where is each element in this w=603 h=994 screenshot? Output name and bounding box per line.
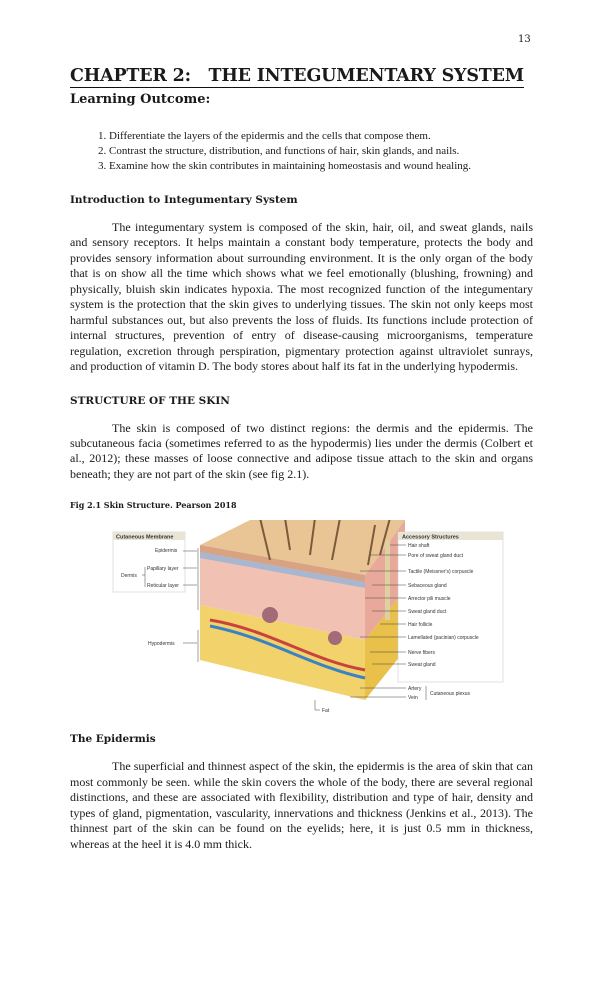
right-box-title: Accessory Structures <box>402 534 459 541</box>
learning-outcome-list <box>92 129 533 174</box>
epidermis-heading: The Epidermis <box>70 733 156 746</box>
label-sebaceous: Sebaceous gland <box>408 583 447 590</box>
left-box-title: Cutaneous Membrane <box>116 534 174 541</box>
list-item: 2. Contrast the structure, distribution, and functions of hair, skin glands, and nails. <box>109 144 533 159</box>
structure-heading: STRUCTURE OF THE SKIN <box>70 394 230 407</box>
figure-caption: Fig 2.1 Skin Structure. Pearson 2018 <box>70 500 237 511</box>
structure-paragraph: The skin is composed of two distinct regions: the dermis and the epidermis. The subcutaneous facia (sometimes referred to as the hypodermis) lies under the dermis (Colbert et al., 2012); these masses of loose connective and adipose tissue attach to the skin and organs beneath; they are not part of the skin (see fig 2.1). <box>70 420 533 481</box>
chapter-title: CHAPTER 2: THE INTEGUMENTARY SYSTEM <box>70 66 524 86</box>
label-lamellated: Lamellated (pacinian) corpuscle <box>408 635 479 642</box>
label-papillary: Papillary layer <box>147 566 179 573</box>
page-number: 13 <box>518 34 531 45</box>
label-reticular: Reticular layer <box>147 583 179 590</box>
label-arrector: Arrector pili muscle <box>408 596 451 603</box>
label-hypodermis: Hypodermis <box>148 641 175 648</box>
label-meissner: Tactile (Meissner's) corpuscle <box>408 569 474 576</box>
learning-outcome-heading: Learning Outcome: <box>70 92 211 107</box>
epidermis-paragraph: The superficial and thinnest aspect of the skin, the epidermis is the area of skin that can most commonly be seen. while the skin covers the whole of the body, there are several regional distinctions, and these are associated with flexibility, distribution and type of hair, density and types of gland, pigmentation, vascularity, innervations and thickness (Jenkins et al., 2013). The thinnest part of the skin can be found on the eyelids; here, it is just 0.5 mm in thickness, whereas at the heel it is 4.0 mm thick. <box>70 759 533 851</box>
label-dermis: Dermis <box>121 573 137 580</box>
label-hair-shaft: Hair shaft <box>408 543 430 550</box>
label-epidermis: Epidermis <box>155 548 178 555</box>
label-sweat-gland: Sweat gland <box>408 662 436 669</box>
label-hair-follicle: Hair follicle <box>408 622 433 629</box>
list-item: 3. Examine how the skin contributes in maintaining homeostasis and wound healing. <box>109 159 533 174</box>
label-artery: Artery <box>408 686 422 693</box>
label-nerve: Nerve fibers <box>408 650 435 657</box>
intro-paragraph: The integumentary system is composed of the skin, hair, oil, and sweat glands, nails and sensory receptors. It helps maintain a constant body temperature, protects the body and provides sensory information about surrounding environment. It is the only organ of the body that is on show all the time which shows what we feel emotionally (blushing, frowning) and physically, bluish skin indicates hypoxia. The most recognized function of the integumentary system is the protection that the skin gives to underlying tissues. The skin not only keeps most harmful substances out, but also prevents the loss of fluids. Its functions include protection of internal structures, prevention of entry of disease-causing microorganisms, temperature regulation, excretion through perspiration, pigmentary protection against ultraviolet sunrays, and production of vitamin D. The body stores about half its fat in the underlying hypodermis. <box>70 220 533 374</box>
label-sweat-duct: Sweat gland duct <box>408 609 447 616</box>
label-fat: Fat <box>322 708 330 715</box>
list-item: 1. Differentiate the layers of the epidermis and the cells that compose them. <box>109 129 533 144</box>
intro-heading: Introduction to Integumentary System <box>70 194 298 206</box>
page-body <box>70 66 533 852</box>
label-sweat-pore: Pore of sweat gland duct <box>408 553 464 560</box>
skin-structure-figure <box>110 520 505 725</box>
label-vein: Vein <box>408 695 418 702</box>
label-plexus: Cutaneous plexus <box>430 691 471 698</box>
